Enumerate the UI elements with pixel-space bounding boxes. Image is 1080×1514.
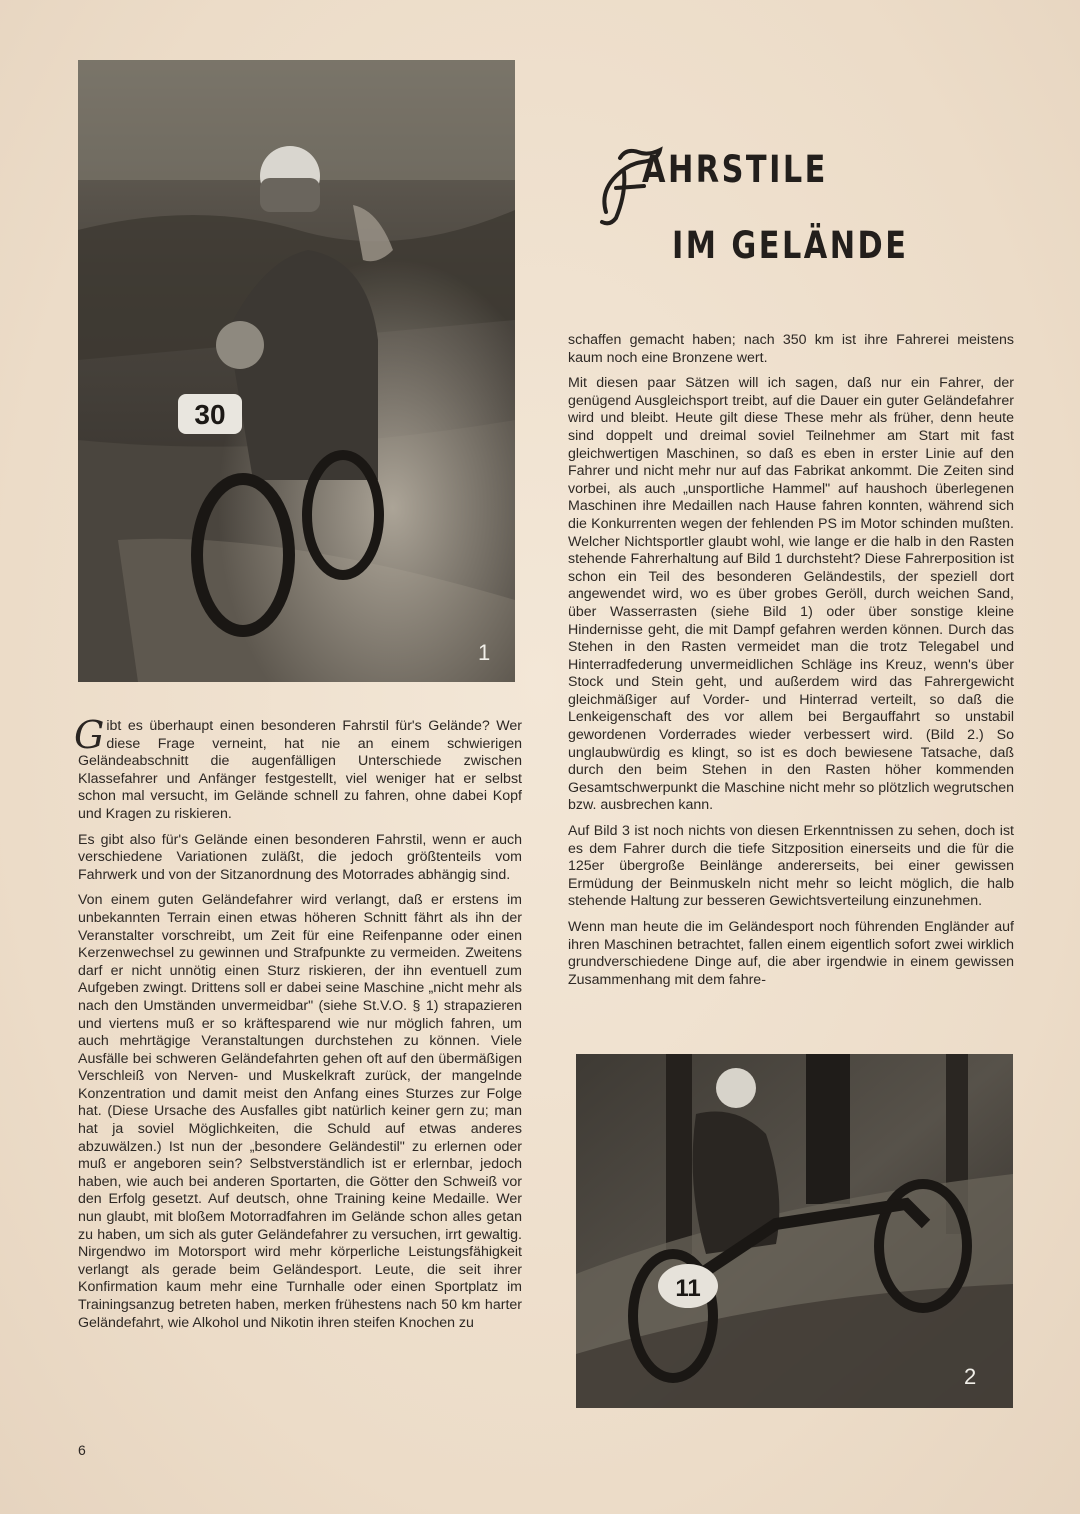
right-paragraph-1: schaffen gemacht haben; nach 350 km ist ihre Fahrerei meistens kaum noch eine Bronzene wert. bbox=[568, 332, 1014, 366]
right-paragraph-3: Auf Bild 3 ist noch nichts von diesen Erkenntnissen zu sehen, doch ist es dem Fahrer durch die tiefe Sitzposition einerseits und die für die 125er übergroße Beinlänge andererseits, bei einer gewissen Ermüdung der Beinmuskeln nicht mehr so leicht möglich, die halb stehende Haltung zur besseren Gewichtsverteilung einzunehmen. bbox=[568, 823, 1014, 910]
photo-2-motorcyclist-uphill bbox=[576, 1054, 1013, 1408]
article-title bbox=[598, 140, 958, 280]
left-paragraph-1 bbox=[74, 713, 522, 824]
title-line-1: AHRSTILE bbox=[642, 148, 828, 191]
left-paragraph-3: Von einem guten Geländefahrer wird verlangt, daß er erstens im unbekannten Terrain einen etwas höheren Schnitt fährt als ihn der Veranstalter vorschreibt, um Zeit für eine Reifenpanne oder einen Kerzenwechsel zu gewinnen und Strafpunkte zu vermeiden. Zweitens darf er nicht unnötig einen Sturz riskieren, der ihn eventuell zum Aufgeben zwingt. Drittens soll er dabei seine Maschine „nicht mehr als nach den Umständen unvermeidbar" (siehe St.V.O. § 1) strapazieren und viertens muß er so kräftesparend wie nur möglich fahren, um auch mehrtägige Veranstaltungen durchstehen zu können. Viele Ausfälle bei schweren Geländefahrten gehen oft auf den übermäßigen Verschleiß von Nerven- und Muskelkraft zurück, der mangelnde Konzentration und damit meist den Anfang eines Sturzes zur Folge hat. (Diese Ursache des Ausfalles gibt natürlich keiner gern zu; man hat ja soviel Möglichkeiten, die Schuld auf etwas anderes abzuwälzen.) Ist nun der „besondere Geländestil" zu erlernen oder muß er angeboren sein? Selbstverständlich ist er erlernbar, jedoch haben, wie auch bei anderen Sportarten, die Götter den Schweiß vor den Erfolg gesetzt. Auf deutsch, ohne Training keine Medaille. Wer nun glaubt, mit bloßem Motorradfahren im Gelände schon alles getan zu haben, um sich als guter Geländefahrer zu versuchen, irrt gewaltig. Nirgendwo im Motorsport wird mehr körperliche Leistungsfähigkeit verlangt als gerade beim Geländesport. Leute, die seit ihrer Konfirmation kaum mehr eine Turnhalle oder einen Sportplatz im Trainingsanzug betreten haben, merken frühestens nach 50 km harter Geländefahrt, wie Alkohol und Nikotin ihren steifen Knochen zu bbox=[78, 892, 522, 1331]
photo-1-number: 1 bbox=[478, 640, 491, 665]
photo-2-start-number: 11 bbox=[675, 1275, 701, 1302]
right-text-column bbox=[568, 332, 1014, 997]
page-number: 6 bbox=[78, 1442, 86, 1458]
left-paragraph-2: Es gibt also für's Gelände einen besonderen Fahrstil, wenn er auch verschiedene Variationen zuläßt, die jedoch größtenteils vom Fahrwerk und von der Sitzanordnung des Motorrades abhängig sind. bbox=[78, 831, 522, 883]
drop-cap: G bbox=[74, 713, 105, 757]
photo-1-start-number: 30 bbox=[194, 399, 226, 430]
left-text-column bbox=[74, 713, 522, 1340]
photo-1-image bbox=[78, 60, 515, 682]
right-paragraph-2: Mit diesen paar Sätzen will ich sagen, daß nur ein Fahrer, der genügend Ausgleichsport treibt, auf die Dauer ein guter Geländefahrer wird und bleibt. Heute gilt diese These mehr als früher, denn heute sind doppelt und dreimal soviel Teilnehmer am Start mit fast gleichwertigen Maschinen, so daß es eben in erster Linie auf den Fahrer und nicht mehr nur auf das Fabrikat ankommt. Die Zeiten sind vorbei, als auch „unsportliche Hammel" auf haushoch überlegenen Maschinen ihre Medaillen nach Hause fahren konnten, während sich die Konkurrenten wegen der fehlenden PS im Motor schinden mußten. Welcher Nichtsportler glaubt wohl, wie lange er die halb in den Rasten stehende Fahrerhaltung auf Bild 1 durchsteht? Diese Fahrerposition ist schon ein Teil des besonderen Geländestils, der speziell dort angewendet wird, wo es über grobes Geröll, durch weichen Sand, über Wasserrasten (siehe Bild 1) oder über sonstige kleine Hindernisse geht, die mit Dampf gefahren werden können. Durch das Stehen in den Rasten vermeidet man die trotz Telegabel und Hinterradfederung unvermeidlichen Schläge ins Kreuz, wenn's über Stock und Stein geht, und außerdem wird das Fahrergewicht gleichmäßiger auf Vorder- und Hinterrad verteilt, so daß die Lenkeigenschaft des vor allem bei Bergauffahrt so unstabil gewordenen Vorderrades wieder verbessert wird. (Bild 2.) So unglaubwürdig es klingt, so ist es doch bewiesene Tatsache, daß durch den beim Stehen in den Rasten höher kommenden Gesamtschwerpunkt die Maschine nicht mehr so plötzlich wegrutschen bzw. ausbrechen kann. bbox=[568, 375, 1014, 814]
photo-2-number: 2 bbox=[964, 1364, 977, 1389]
right-paragraph-4: Wenn man heute die im Geländesport noch führenden Engländer auf ihren Maschinen betrachtet, fallen einem eigentlich sofort zwei wirklich grundverschiedene Dinge auf, die aber irgendwie in einem gewissen Zusammenhang mit dem fahre- bbox=[568, 919, 1014, 988]
photo-1-motorcyclist-standing bbox=[78, 60, 515, 682]
left-paragraph-1-text: ibt es überhaupt einen besonderen Fahrstil für's Gelände? Wer diese Frage verneint, hat nie an einem schwierigen Geländeabschnitt die augenfälligen Unterschiede zwischen Klassefahrer und Anfänger festgestellt, viel weniger hat er selbst schon mal versucht, im Gelände schnell zu fahren, ohne dabei Kopf und Kragen zu riskieren. bbox=[78, 718, 522, 822]
photo-2-image bbox=[576, 1054, 1013, 1408]
title-line-2: IM GELÄNDE bbox=[672, 224, 909, 267]
